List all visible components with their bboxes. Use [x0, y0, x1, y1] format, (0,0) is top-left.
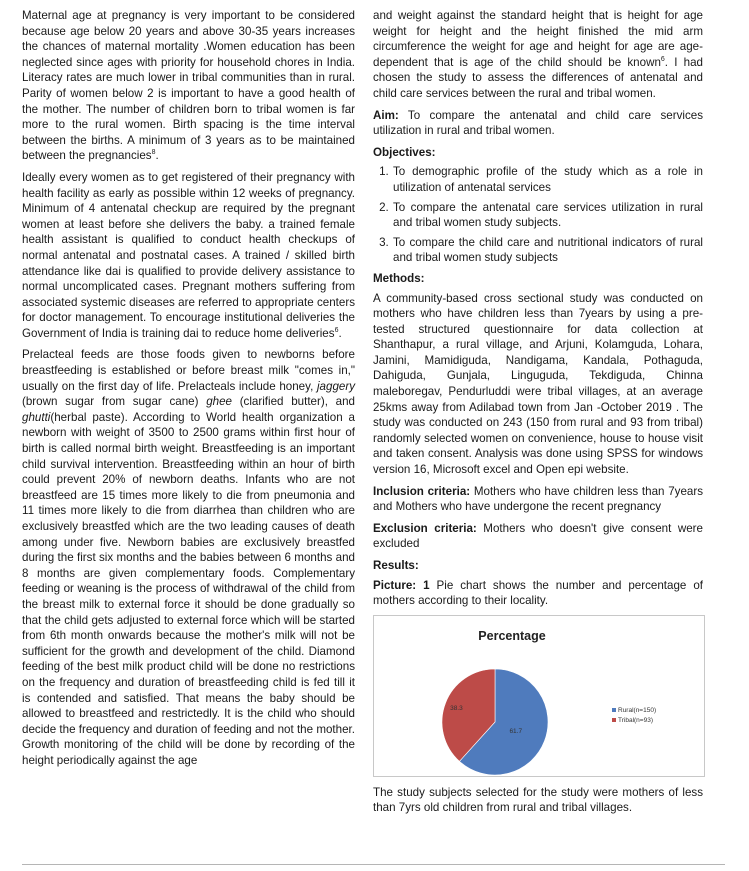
legend-entry: Rural(n=150): [618, 706, 657, 714]
pie-chart: [373, 615, 705, 777]
chart-title: Percentage: [478, 628, 546, 643]
right-column: [373, 8, 703, 822]
reference-mark: 8: [151, 149, 156, 157]
paragraph-prelacteal-feeds: Prelacteal feeds are those foods given to newborns before breastfeeding is established or before breast milk "comes in," usually on the first day of life. Prelacteals include honey, jaggery (brown sugar from sugar cane) ghee (clarified butter), and ghutti(herbal paste). According to World health organization a newborn with weight of 3500 to 2500 grams within first hour of birth is called normal birth weight. Breastfeeding is an important child survival intervention. Breastfeeding within an hour of birth could prevent 20% of newborn deaths. Infants who are not breastfeed are 15 times more likely to die from pneumonia and 11 times more likely to die from diarrhea than children who are exclusively breastfed which are the two leading causes of death among under five. Newborn babies are exclusively breastfed during the first six months and the babies between 6 months and 8 months are given complementary foods. Complementary feeding or weaning is the process of withdrawal of the child from the breast milk to external force it should be done gradually so that the child gets adjusted to external force which will be started from 6th month onwards because the mother's milk will not be sufficient for the growth and development of the child. Diamond feeding of the best milk product child will be done no restrictions on the frequency and duration of breastfeeding child is fed till it is contended and satisfied. That means the baby should be allowed to breastfeed and restrictedly. It is the child who should decide the frequency and duration of feeding and not the mother. Growth monitoring of the child will be done by recording of the height periodically against the age: [22, 348, 355, 767]
legend-swatch: [612, 718, 616, 722]
reference-mark: 6: [660, 55, 665, 63]
methods-heading: Methods:: [373, 271, 425, 285]
exclusion-heading: Exclusion criteria:: [373, 521, 477, 535]
legend-swatch: [612, 708, 616, 712]
picture-label: Picture: 1: [373, 578, 430, 592]
pie-chart-svg: [374, 616, 704, 776]
aim-heading: Aim:: [373, 108, 399, 122]
list-item: 3. To compare the child care and nutritional indicators of rural and tribal women study subjects: [392, 235, 703, 266]
list-item: 2. To compare the antenatal care services utilization in rural and tribal women study subjects.: [392, 200, 703, 231]
left-column: [22, 8, 355, 775]
pie-data-label: 38.3: [450, 704, 463, 712]
legend-entry: Tribal(n=93): [618, 716, 653, 724]
aim-paragraph: Aim: To compare the antenatal and child care services utilization in rural and tribal women.: [373, 108, 703, 138]
pie-data-label: 61.7: [509, 727, 523, 735]
reference-mark: 6: [334, 327, 339, 335]
methods-paragraph: A community-based cross sectional study was conducted on mothers who have children less than 7years by using a pre-tested structured questionnaire for data collection at Shanthapur, a rural village, and Arjuni, Kolamguda, Lohara, Jamini, Mamidiguda, Nandigama, Kandala, Pothaguda, Dahiguda, Gunjala, Linguguda, Tekdiguda, Chinna maleboregav, Pendurluddi were tribal villages, at an average 25kms away from Adilabad town from Jan -October 2019 . The study was conducted on 243 (150 from rural and 93 from tribal) randomly selected women on convenience, house to house visit and taken consent. Analysis was done using SPSS for windows version 16, Microsoft excel and Open epi website.: [373, 291, 703, 477]
figure-caption: The study subjects selected for the study were mothers of less than 7yrs old children from rural and tribal villages.: [373, 785, 703, 815]
inclusion-paragraph: Inclusion criteria: Mothers who have children less than 7years and Mothers who have undergone the recent pregnancy: [373, 484, 704, 514]
paragraph-antenatal-registration: Ideally every women as to get registered of their pregnancy with health facility as early as possible within 12 weeks of pregnancy. Minimum of 4 antenatal checkup are required by the pregnant women at least before she delivers the baby. a trained female health assistant is qualified to conduct health checkups of normal antenatal and postnatal cases. A trained / skilled birth attendance like dai is qualified to provide delivery assistance to normal uncomplicated cases. Pregnant mothers suffering from associated systemic diseases are referred to appropriate centers for doctor management. To encourage institutional deliveries the Government of India is training dai to reduce home deliveries$^6$.: [22, 170, 355, 340]
objectives-heading: Objectives:: [373, 145, 436, 159]
list-item: 1. To demographic profile of the study which as a role in utilization of antenatal services: [392, 164, 703, 195]
exclusion-paragraph: Exclusion criteria: Mothers who doesn't give consent were excluded: [373, 521, 703, 551]
objectives-list: [373, 164, 703, 266]
paragraph-continuation: and weight against the standard height that is height for age weight for height and the height finished the mid arm circumference the weight for age and height for age are age-dependent that is age of the child should be known$^6$. I had chosen the study to assess the differences of antenatal and child care services between the rural and tribal women.: [373, 9, 703, 100]
inclusion-heading: Inclusion criteria:: [373, 484, 471, 498]
picture-description: Picture: 1 Pie chart shows the number and percentage of mothers according to their locality.: [373, 578, 703, 608]
results-heading: Results:: [373, 559, 419, 572]
page-bottom-rule: [22, 864, 725, 865]
paragraph-maternal-age: Maternal age at pregnancy is very important to be considered because age below 20 years and above 30-35 years increases the chances of maternal mortality .Women education has been neglected since ages with priority for household chores in India. Literacy rates are much lower in tribal communities than in rural. Parity of women below 2 is important to have a good health of the mother. The number of children born to tribal women is far more to the rural women. Birth spacing is the time interval between the births. A minimum of 3 years as to be maintained between the pregnancies$^8$.: [22, 9, 355, 163]
